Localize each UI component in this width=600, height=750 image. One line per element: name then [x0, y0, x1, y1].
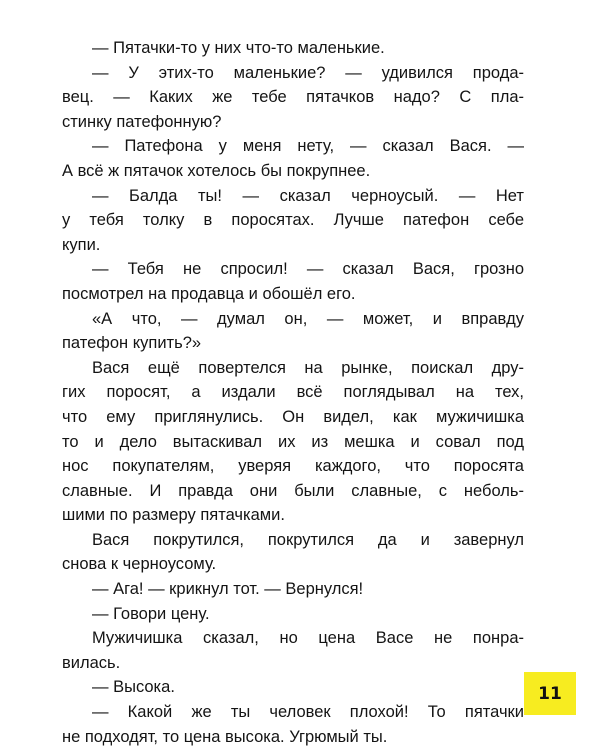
text-line: купи.	[62, 235, 101, 254]
text-line: шими по размеру пятачками.	[62, 506, 285, 525]
text-line: Вася ещё повертелся на рынке, поискал дру-	[92, 358, 524, 377]
text-line: — Высока.	[92, 678, 175, 697]
text-line: то и дело вытаскивал их из мешка и совал под	[62, 432, 524, 451]
text-line: не подходят, то цена высока. Угрюмый ты.	[62, 727, 388, 746]
page-number-badge	[524, 672, 576, 715]
text-line: — Ага! — крикнул тот. — Вернулся!	[92, 580, 364, 599]
text-line: «А что, — думал он, — может, и вправду	[92, 309, 524, 328]
text-line: Вася покрутился, покрутился да и завернул	[92, 530, 524, 549]
text-line: вилась.	[62, 653, 121, 672]
text-line: снова к черноусому.	[62, 555, 217, 574]
text-line: патефон купить?»	[62, 334, 202, 353]
text-line: гих поросят, а издали всё поглядывал на тех,	[62, 383, 524, 402]
story-text	[62, 36, 524, 749]
text-line: А всё ж пятачок хотелось бы покрупнее.	[62, 161, 371, 180]
text-line: стинку патефонную?	[62, 112, 222, 131]
text-line: — Балда ты! — сказал черноусый. — Нет	[92, 186, 524, 205]
page-number: 11	[538, 683, 562, 704]
text-line: вец. — Каких же тебе пятачков надо? С пла-	[62, 88, 524, 107]
text-line: — Какой же ты человек плохой! То пятачки	[92, 703, 524, 722]
text-line: — Говори цену.	[92, 604, 210, 623]
text-line: Мужичишка сказал, но цена Васе не понра-	[92, 629, 524, 648]
text-line: что ему приглянулись. Он видел, как мужичишка	[62, 407, 524, 426]
text-line: посмотрел на продавца и обошёл его.	[62, 284, 356, 303]
text-line: славные. И правда они были славные, с неболь-	[62, 481, 524, 500]
text-line: нос покупателям, уверяя каждого, что поросята	[62, 457, 524, 476]
text-line: — Тебя не спросил! — сказал Вася, грозно	[92, 260, 524, 279]
text-line: у тебя толку в поросятах. Лучше патефон себе	[62, 211, 524, 230]
text-line: — Патефона у меня нету, — сказал Вася. —	[92, 137, 524, 156]
text-line: — У этих-то маленькие? — удивился прода-	[92, 63, 524, 82]
text-line: — Пятачки-то у них что-то маленькие.	[92, 39, 385, 57]
